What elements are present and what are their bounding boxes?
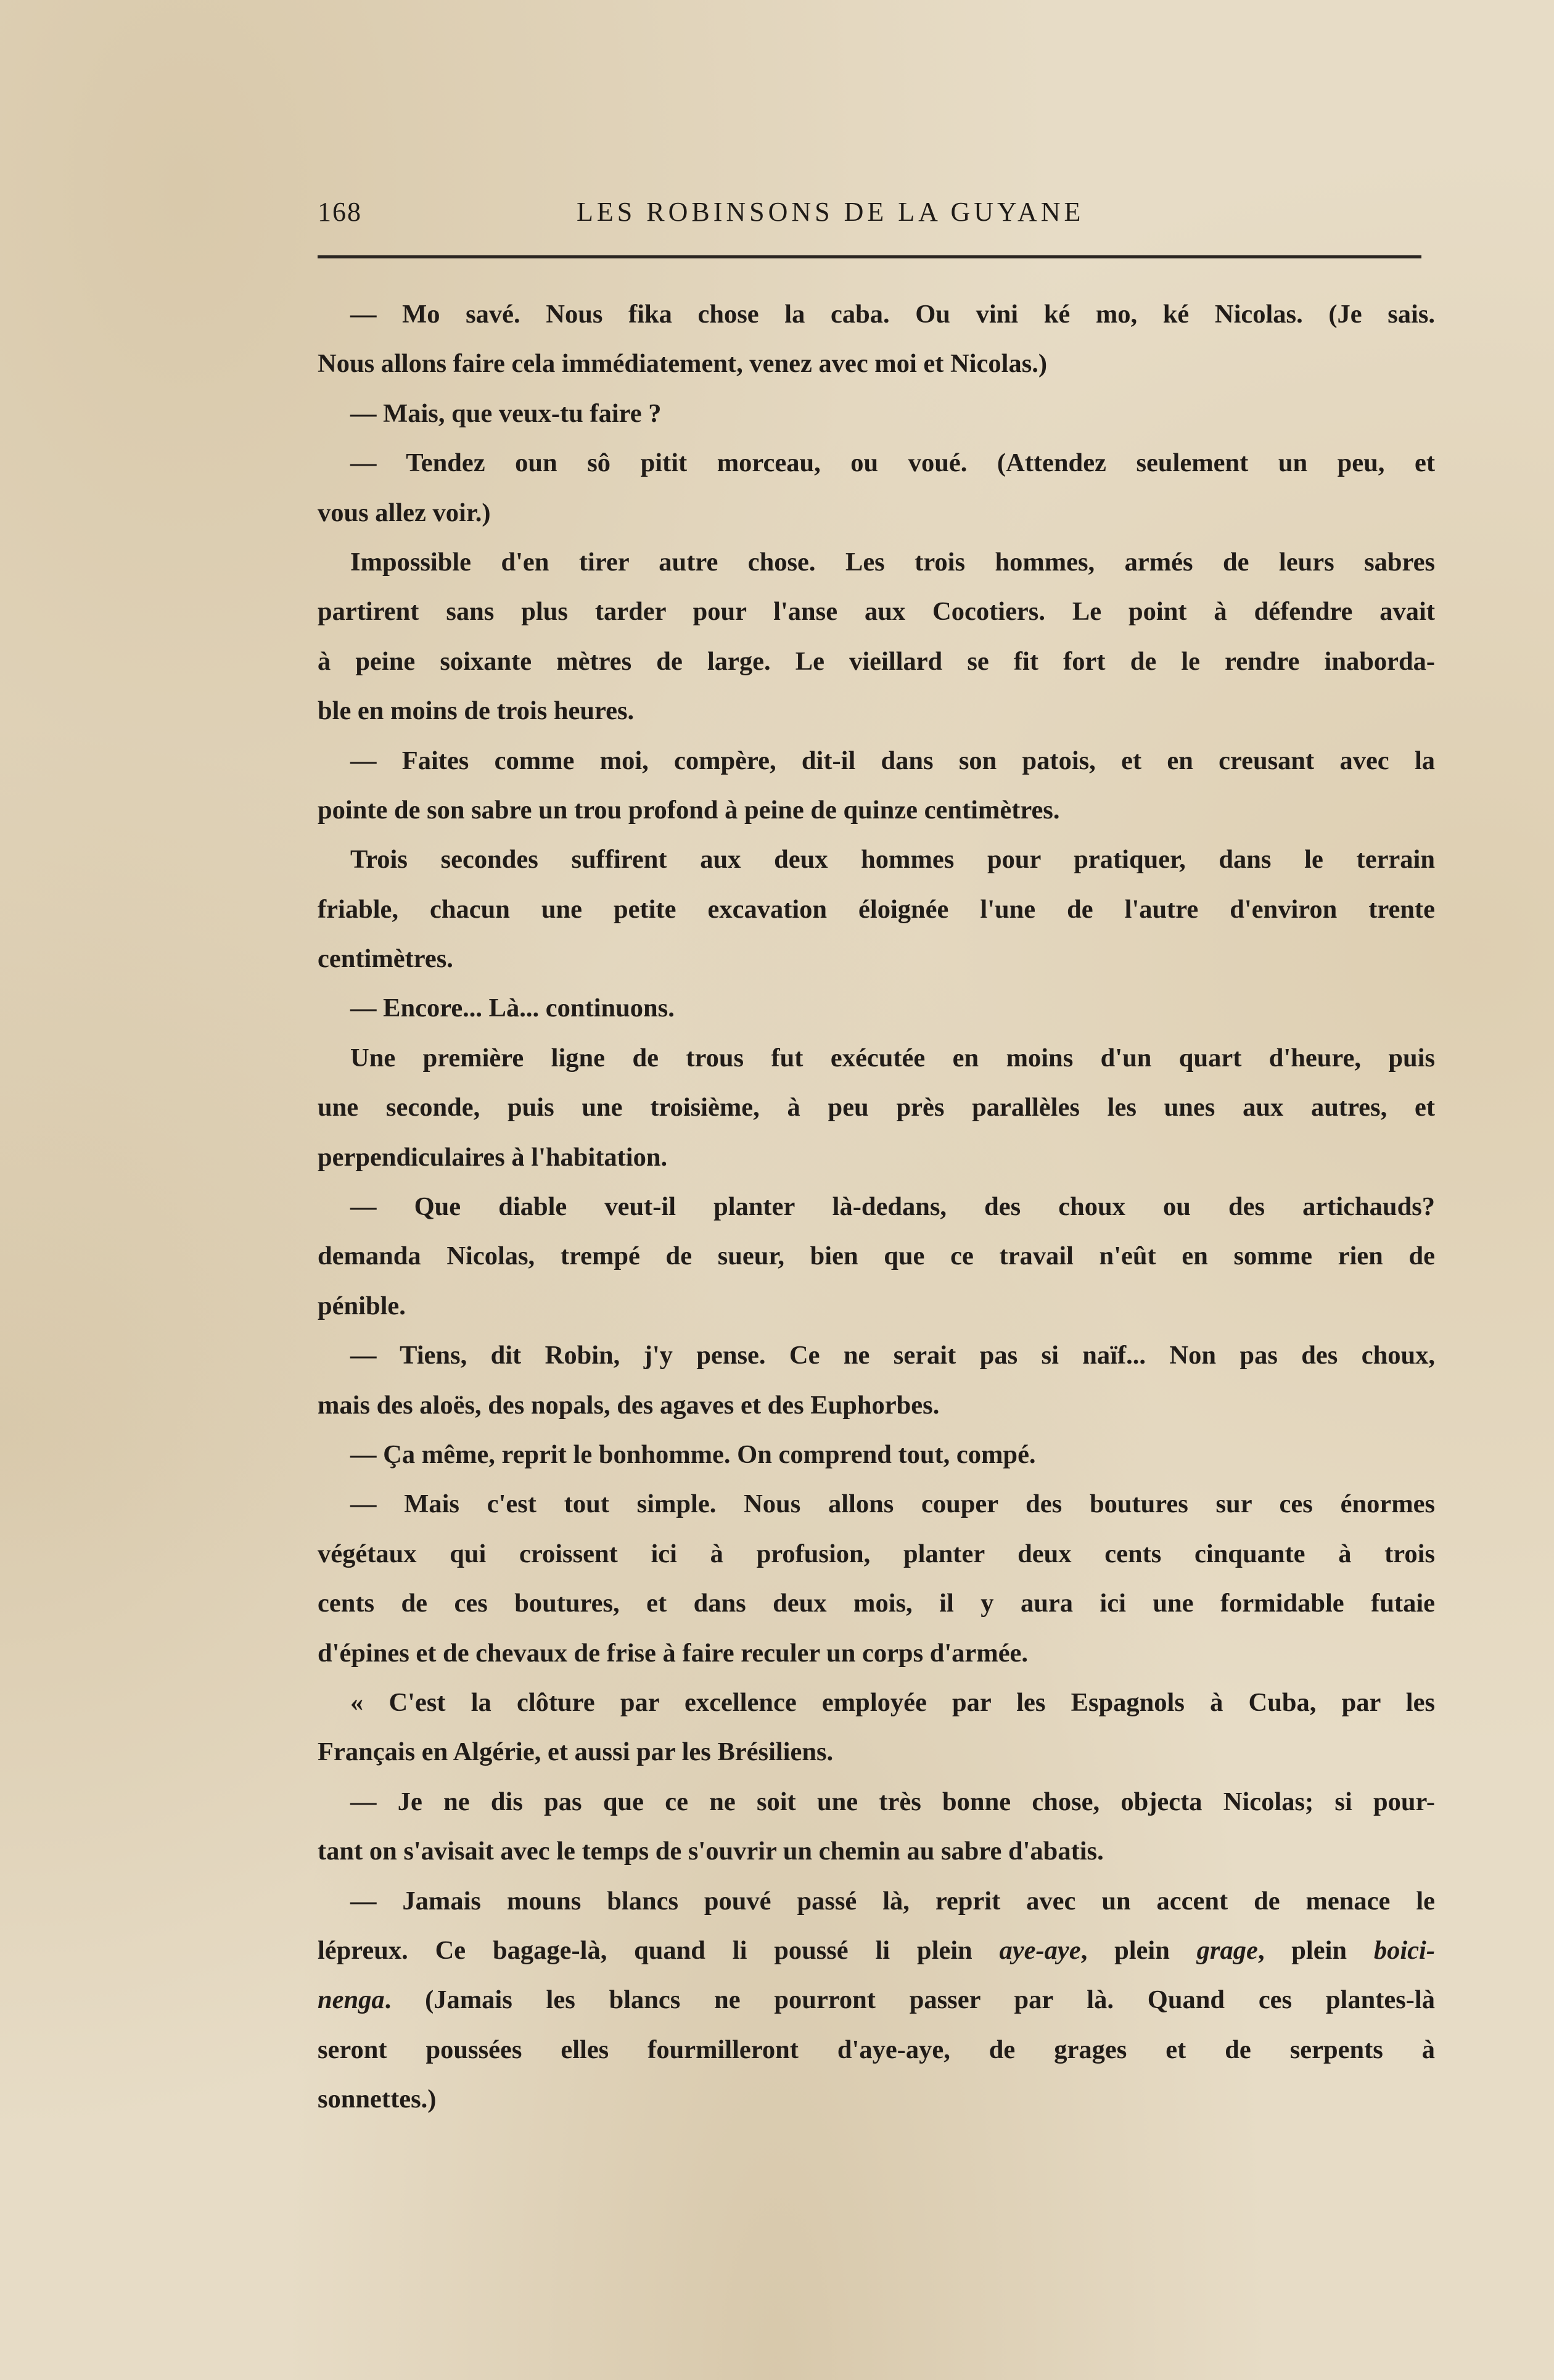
text-line: végétaux qui croissent ici à profusion, planter deux cents cinquante à trois [318,1539,1435,1568]
text-segment: , plein [1257,1935,1374,1965]
italic-term: aye-aye [999,1935,1081,1965]
text-line: — Ça même, reprit le bonhomme. On comprend tout, compé. [350,1439,1036,1469]
running-title: LES ROBINSONS DE LA GUYANE [577,197,1085,227]
text-line: — Mo savé. Nous fika chose la caba. Ou vini ké mo, ké Nicolas. (Je sais. [350,300,1435,329]
italic-term: boici- [1373,1935,1435,1965]
text-line: Trois secondes suffirent aux deux hommes pour pratiquer, dans le terrain [350,845,1435,875]
text-line: pénible. [318,1291,406,1320]
body-text [318,290,1435,2124]
text-line: centimètres. [318,944,453,974]
text-segment: lépreux. Ce bagage-là, quand li poussé li plein [318,1935,1000,1965]
italic-term: nenga [318,1985,385,2015]
text-line: — Je ne dis pas que ce ne soit une très bonne chose, objecta Nicolas; si pour- [350,1787,1435,1816]
text-line: d'épines et de chevaux de frise à faire reculer un corps d'armée. [318,1638,1029,1668]
italic-term: grage [1196,1935,1258,1965]
text-line: — Faites comme moi, compère, dit-il dans son patois, et en creusant avec la [350,746,1435,775]
text-line: — Tiens, dit Robin, j'y pense. Ce ne serait pas si naïf... Non pas des choux, [350,1341,1435,1370]
text-segment: , plein [1080,1935,1197,1965]
header-rule [318,255,1421,258]
page-header [318,196,1421,233]
text-line: friable, chacun une petite excavation éloignée l'une de l'autre d'environ trente [318,894,1435,924]
text-line: perpendiculaires à l'habitation. [318,1142,668,1172]
text-line: demanda Nicolas, trempé de sueur, bien que ce travail n'eût en somme rien de [318,1241,1435,1271]
text-line: cents de ces boutures, et dans deux mois, il y aura ici une formidable futaie [318,1589,1435,1618]
text-line: sonnettes.) [318,2085,437,2114]
page-number: 168 [318,197,362,227]
text-line: une seconde, puis une troisième, à peu près parallèles les unes aux autres, et [318,1093,1435,1122]
text-line: vous allez voir.) [318,498,491,527]
text-line: — Encore... Là... continuons. [350,994,675,1023]
text-line: — Tendez oun sô pitit morceau, ou voué. (Attendez seulement un peu, et [350,448,1435,478]
text-line: Nous allons faire cela immédiatement, venez avec moi et Nicolas.) [318,349,1048,379]
text-line: — Que diable veut-il planter là-dedans, des choux ou des artichauds? [350,1192,1435,1222]
text-segment: . (Jamais les blancs ne pourront passer par là. Quand ces plantes-là [384,1985,1435,2015]
text-line: à peine soixante mètres de large. Le vieillard se fit fort de le rendre inaborda- [318,646,1435,676]
text-line: pointe de son sabre un trou profond à peine de quinze centimètres. [318,795,1060,825]
text-line: ble en moins de trois heures. [318,696,635,726]
text-line: partirent sans plus tarder pour l'anse aux Cocotiers. Le point à défendre avait [318,597,1435,627]
text-line: « C'est la clôture par excellence employée par les Espagnols à Cuba, par les [350,1687,1435,1717]
text-line [318,1926,1435,1975]
text-line: mais des aloës, des nopals, des agaves et des Euphorbes. [318,1390,940,1420]
text-line: Français en Algérie, et aussi par les Brésiliens. [318,1737,834,1767]
text-line: — Mais c'est tout simple. Nous allons couper des boutures sur ces énormes [350,1489,1435,1519]
text-line: seront poussées elles fourmilleront d'aye-aye, de grages et de serpents à [318,2035,1435,2064]
text-line: — Mais, que veux-tu faire ? [350,398,662,428]
text-line: Impossible d'en tirer autre chose. Les trois hommes, armés de leurs sabres [350,547,1435,577]
text-line: Une première ligne de trous fut exécutée en moins d'un quart d'heure, puis [350,1043,1435,1073]
text-line [318,1975,1435,2025]
text-line: — Jamais mouns blancs pouvé passé là, reprit avec un accent de menace le [350,1886,1435,1916]
text-line: tant on s'avisait avec le temps de s'ouvrir un chemin au sabre d'abatis. [318,1837,1104,1866]
